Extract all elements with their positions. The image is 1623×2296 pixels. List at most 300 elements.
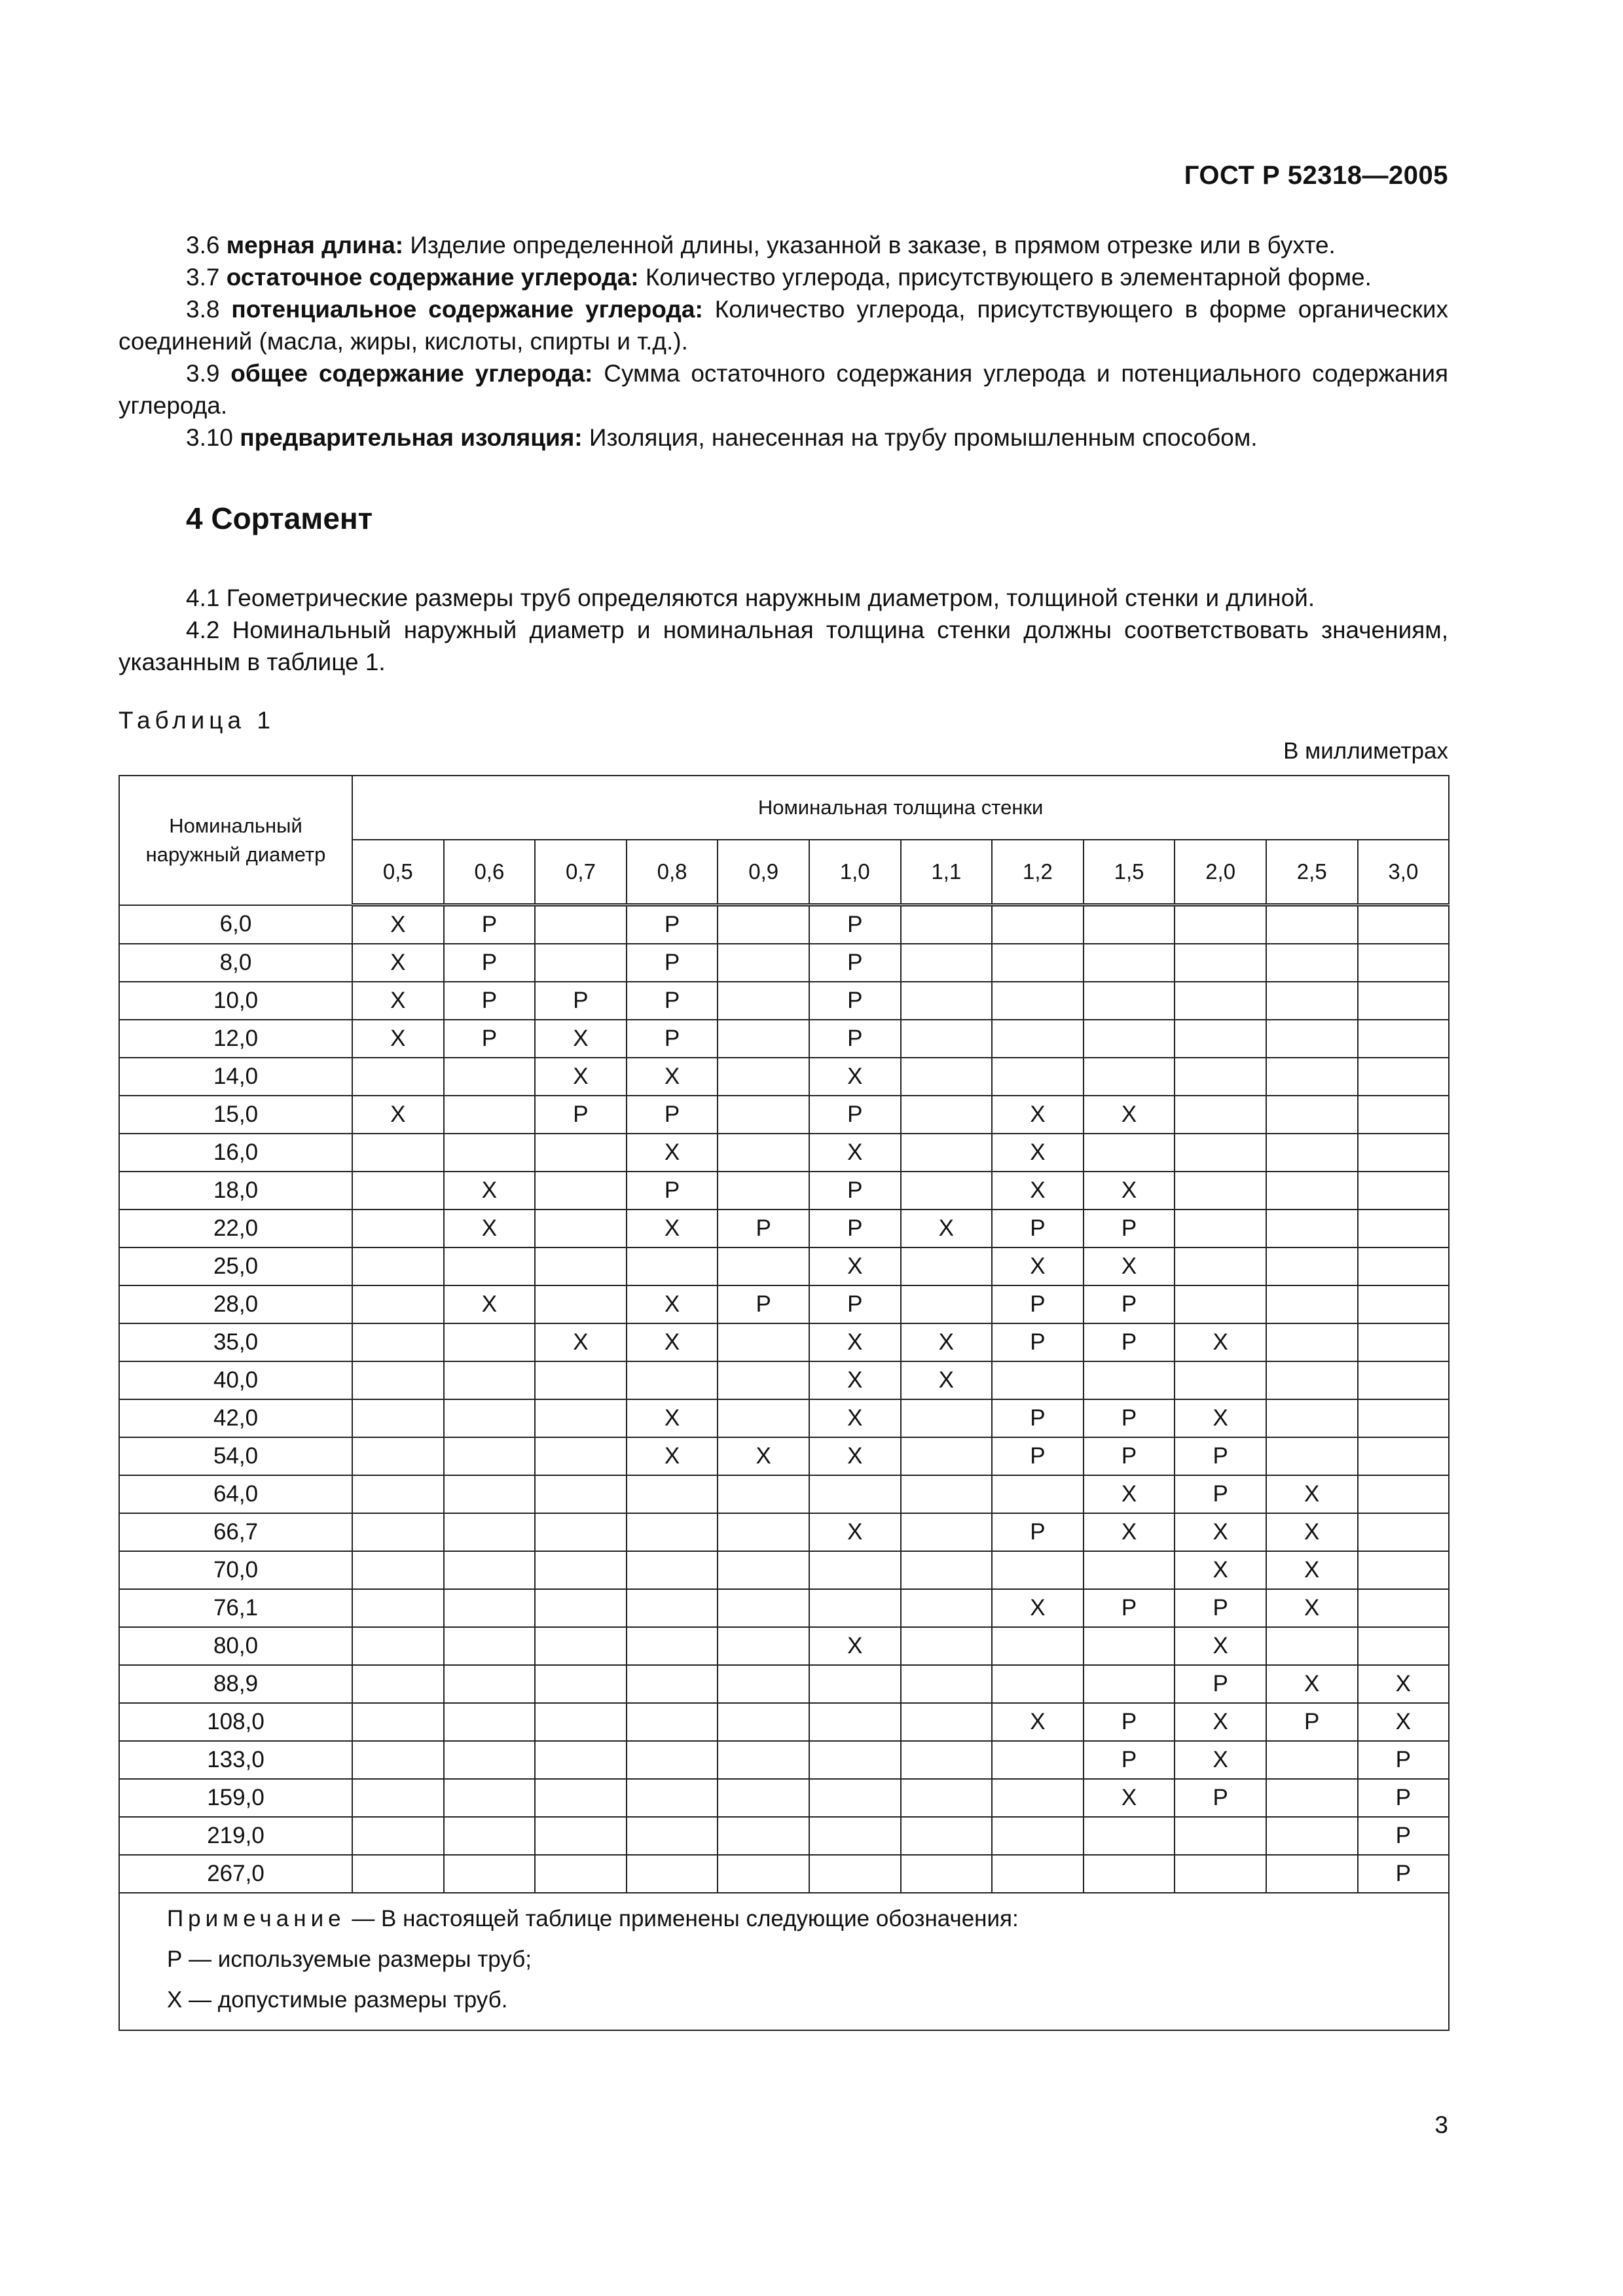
term-paragraph — [119, 261, 1448, 293]
size-mark-cell — [718, 1247, 809, 1285]
size-mark-cell — [535, 1285, 627, 1323]
size-mark-cell — [1084, 1817, 1175, 1855]
size-mark-cell — [992, 944, 1084, 982]
size-mark-cell — [1358, 1096, 1450, 1134]
size-mark-cell — [627, 1779, 718, 1817]
note-intro-line — [167, 1899, 1448, 1939]
size-mark-cell: Р — [1266, 1703, 1358, 1741]
size-mark-cell — [352, 1703, 444, 1741]
size-mark-cell: Х — [627, 1210, 718, 1247]
size-mark-cell — [352, 1551, 444, 1589]
size-mark-cell — [1084, 1058, 1175, 1096]
term-definition: Изделие определенной длины, указанной в заказе, в прямом отрезке или в бухте. — [403, 232, 1336, 259]
table-units: В миллиметрах — [1283, 738, 1448, 764]
size-mark-cell: Р — [992, 1437, 1084, 1475]
size-mark-cell — [1175, 1210, 1266, 1247]
thickness-column-header: 0,9 — [718, 840, 809, 905]
size-mark-cell — [809, 1551, 901, 1589]
size-mark-cell: Х — [1175, 1627, 1266, 1665]
size-mark-cell — [1358, 1551, 1450, 1589]
size-mark-cell: Х — [901, 1323, 993, 1361]
diameter-cell: 16,0 — [119, 1134, 352, 1172]
size-mark-cell — [901, 1779, 993, 1817]
size-mark-cell — [1084, 944, 1175, 982]
size-mark-cell — [901, 1020, 993, 1058]
size-mark-cell — [718, 944, 809, 982]
diameter-cell: 28,0 — [119, 1285, 352, 1323]
size-mark-cell: Р — [444, 944, 536, 982]
table-row — [119, 1551, 1449, 1589]
size-mark-cell — [718, 1779, 809, 1817]
size-mark-cell — [718, 1665, 809, 1703]
size-mark-cell — [352, 1627, 444, 1665]
size-mark-cell: Х — [1175, 1703, 1266, 1741]
section-paragraphs — [119, 543, 1448, 678]
table-row — [119, 1096, 1449, 1134]
size-mark-cell: Р — [627, 982, 718, 1020]
table-row — [119, 1627, 1449, 1665]
size-mark-cell — [992, 1741, 1084, 1779]
size-mark-cell — [1266, 1096, 1358, 1134]
size-mark-cell — [352, 1285, 444, 1323]
size-mark-cell — [809, 1703, 901, 1741]
table-caption: Таблица 1 — [119, 707, 275, 734]
size-mark-cell — [1175, 944, 1266, 982]
size-mark-cell — [352, 1058, 444, 1096]
diameter-cell: 88,9 — [119, 1665, 352, 1703]
size-mark-cell: Р — [627, 1096, 718, 1134]
size-mark-cell — [1266, 1058, 1358, 1096]
note-label: Примечание — [167, 1906, 346, 1931]
size-mark-cell — [1358, 1361, 1450, 1399]
table-row — [119, 1323, 1449, 1361]
term-number: 3.8 — [186, 296, 220, 323]
table-row — [119, 1513, 1449, 1551]
size-mark-cell: Х — [992, 1172, 1084, 1210]
size-mark-cell — [992, 1817, 1084, 1855]
size-mark-cell — [1084, 1551, 1175, 1589]
size-mark-cell — [1266, 1323, 1358, 1361]
size-mark-cell — [444, 1399, 536, 1437]
size-mark-cell — [1358, 1323, 1450, 1361]
size-mark-cell — [901, 1703, 993, 1741]
size-mark-cell — [718, 1551, 809, 1589]
size-mark-cell — [535, 1247, 627, 1285]
table-row — [119, 1134, 1449, 1172]
size-mark-cell: Х — [444, 1172, 536, 1210]
size-mark-cell: Р — [809, 1172, 901, 1210]
size-mark-cell — [992, 982, 1084, 1020]
diameter-cell: 14,0 — [119, 1058, 352, 1096]
size-mark-cell — [809, 1665, 901, 1703]
size-mark-cell — [535, 1817, 627, 1855]
paragraph-number: 4.1 — [186, 584, 220, 611]
size-mark-cell: Р — [535, 1096, 627, 1134]
size-mark-cell: Х — [901, 1361, 993, 1399]
size-mark-cell — [1266, 1361, 1358, 1399]
size-mark-cell — [901, 1172, 993, 1210]
size-mark-cell — [1175, 1134, 1266, 1172]
size-mark-cell: Р — [1175, 1437, 1266, 1475]
size-mark-cell — [1266, 1020, 1358, 1058]
thickness-column-header: 3,0 — [1358, 840, 1450, 905]
size-mark-cell — [901, 1475, 993, 1513]
size-mark-cell — [444, 1855, 536, 1893]
term-definition: Изоляция, нанесенная на трубу промышленным способом. — [582, 424, 1258, 451]
size-mark-cell — [444, 1703, 536, 1741]
term-paragraph — [119, 422, 1448, 454]
size-mark-cell: Х — [809, 1399, 901, 1437]
size-mark-cell — [718, 982, 809, 1020]
diameter-cell: 18,0 — [119, 1172, 352, 1210]
size-mark-cell — [718, 1627, 809, 1665]
paragraph-text: Номинальный наружный диаметр и номинальная толщина стенки должны соответствовать значениям, указанным в таблице 1. — [119, 617, 1448, 675]
size-mark-cell — [1084, 1020, 1175, 1058]
size-mark-cell: Х — [535, 1020, 627, 1058]
size-mark-cell: Х — [535, 1058, 627, 1096]
paragraph-number: 4.2 — [186, 617, 220, 643]
size-mark-cell — [718, 1399, 809, 1437]
table-note — [119, 1893, 1449, 2030]
size-mark-cell: Х — [444, 1210, 536, 1247]
size-mark-cell: Х — [1084, 1779, 1175, 1817]
size-mark-cell — [1358, 982, 1450, 1020]
size-mark-cell: Р — [992, 1513, 1084, 1551]
size-mark-cell — [352, 1134, 444, 1172]
size-mark-cell — [627, 1589, 718, 1627]
size-mark-cell: Р — [1084, 1589, 1175, 1627]
size-mark-cell — [1266, 1855, 1358, 1893]
page-content — [119, 229, 1448, 2031]
size-mark-cell — [444, 1817, 536, 1855]
size-mark-cell — [1358, 905, 1450, 944]
size-mark-cell: Х — [1175, 1741, 1266, 1779]
size-mark-cell — [992, 1779, 1084, 1817]
size-mark-cell — [901, 1285, 993, 1323]
size-mark-cell — [535, 944, 627, 982]
size-mark-cell: Р — [809, 1020, 901, 1058]
size-mark-cell — [1266, 982, 1358, 1020]
size-mark-cell — [627, 1475, 718, 1513]
size-mark-cell — [535, 1551, 627, 1589]
size-mark-cell — [352, 1665, 444, 1703]
term-name: мерная длина: — [226, 232, 404, 259]
section-title: 4 Сортамент — [186, 501, 373, 535]
size-mark-cell: Х — [352, 944, 444, 982]
size-mark-cell — [627, 1513, 718, 1551]
size-mark-cell — [535, 1210, 627, 1247]
size-mark-cell — [1266, 905, 1358, 944]
size-mark-cell — [718, 905, 809, 944]
size-mark-cell: Х — [809, 1627, 901, 1665]
term-name: потенциальное содержание углерода: — [231, 296, 703, 323]
table-row — [119, 905, 1449, 944]
size-mark-cell — [809, 1589, 901, 1627]
note-line: Х — допустимые размеры труб. — [167, 1987, 508, 2013]
size-mark-cell — [992, 1551, 1084, 1589]
size-mark-cell — [718, 1134, 809, 1172]
size-mark-cell — [535, 1361, 627, 1399]
size-mark-cell: Х — [1084, 1172, 1175, 1210]
size-mark-cell — [901, 944, 993, 982]
diameter-cell: 133,0 — [119, 1741, 352, 1779]
table-row — [119, 944, 1449, 982]
table-row — [119, 1172, 1449, 1210]
size-mark-cell: Х — [352, 982, 444, 1020]
size-mark-cell — [809, 1817, 901, 1855]
size-mark-cell: Х — [809, 1058, 901, 1096]
diameter-cell: 159,0 — [119, 1779, 352, 1817]
table-row — [119, 1285, 1449, 1323]
size-mark-cell: Х — [1084, 1247, 1175, 1285]
table-row — [119, 1361, 1449, 1399]
note-line: Р — используемые размеры труб; — [167, 1946, 532, 1972]
size-mark-cell — [992, 1475, 1084, 1513]
thickness-column-header: 2,5 — [1266, 840, 1358, 905]
size-mark-cell — [444, 1779, 536, 1817]
size-mark-cell — [535, 1513, 627, 1551]
size-mark-cell — [809, 1475, 901, 1513]
term-paragraph — [119, 293, 1448, 357]
table-row — [119, 1589, 1449, 1627]
size-mark-cell — [1266, 1210, 1358, 1247]
size-mark-cell — [718, 1020, 809, 1058]
size-mark-cell — [1358, 1210, 1450, 1247]
size-mark-cell — [718, 1361, 809, 1399]
size-mark-cell — [352, 1855, 444, 1893]
diameter-cell: 40,0 — [119, 1361, 352, 1399]
size-mark-cell: Х — [1175, 1551, 1266, 1589]
size-mark-cell — [352, 1361, 444, 1399]
size-mark-cell: Р — [1084, 1210, 1175, 1247]
size-mark-cell — [352, 1399, 444, 1437]
size-mark-cell — [718, 1817, 809, 1855]
term-number: 3.9 — [186, 360, 220, 387]
diameter-cell: 8,0 — [119, 944, 352, 982]
size-mark-cell: Р — [1358, 1779, 1450, 1817]
size-mark-cell — [1175, 1361, 1266, 1399]
size-mark-cell: Х — [718, 1437, 809, 1475]
size-mark-cell — [1358, 1020, 1450, 1058]
size-mark-cell: Р — [627, 1020, 718, 1058]
size-mark-cell — [901, 1817, 993, 1855]
size-mark-cell — [901, 1058, 993, 1096]
diameter-cell: 10,0 — [119, 982, 352, 1020]
size-mark-cell: Х — [1266, 1665, 1358, 1703]
table-row — [119, 1703, 1449, 1741]
size-mark-cell — [901, 1134, 993, 1172]
size-mark-cell — [1358, 1399, 1450, 1437]
size-mark-cell — [901, 982, 993, 1020]
size-mark-cell: Р — [809, 944, 901, 982]
size-mark-cell — [992, 905, 1084, 944]
thickness-column-header: 2,0 — [1175, 840, 1266, 905]
size-mark-cell — [1358, 1513, 1450, 1551]
diameter-cell: 15,0 — [119, 1096, 352, 1134]
size-mark-cell — [1266, 1285, 1358, 1323]
size-mark-cell: Х — [809, 1361, 901, 1399]
term-number: 3.6 — [186, 232, 220, 259]
size-mark-cell — [444, 1741, 536, 1779]
size-mark-cell — [1358, 1134, 1450, 1172]
size-mark-cell — [1175, 1285, 1266, 1323]
size-mark-cell — [444, 1589, 536, 1627]
size-mark-cell — [1175, 1817, 1266, 1855]
thickness-column-header: 1,2 — [992, 840, 1084, 905]
size-mark-cell: Х — [901, 1210, 993, 1247]
size-mark-cell — [1358, 1589, 1450, 1627]
size-mark-cell: Р — [444, 982, 536, 1020]
size-mark-cell — [627, 1627, 718, 1665]
size-mark-cell — [535, 905, 627, 944]
size-mark-cell — [352, 1817, 444, 1855]
diameter-cell: 64,0 — [119, 1475, 352, 1513]
thickness-column-header: 1,5 — [1084, 840, 1175, 905]
size-mark-cell: Х — [1358, 1665, 1450, 1703]
size-mark-cell — [1358, 1247, 1450, 1285]
size-mark-cell — [1084, 1361, 1175, 1399]
size-mark-cell — [1266, 1247, 1358, 1285]
size-mark-cell — [1266, 1627, 1358, 1665]
size-mark-cell: Х — [1175, 1399, 1266, 1437]
term-paragraph — [119, 357, 1448, 422]
size-mark-cell — [444, 1058, 536, 1096]
size-mark-cell — [1175, 982, 1266, 1020]
size-mark-cell: Х — [809, 1513, 901, 1551]
size-mark-cell — [627, 1247, 718, 1285]
size-mark-cell — [1358, 1627, 1450, 1665]
size-mark-cell: Х — [535, 1323, 627, 1361]
body-paragraph — [119, 614, 1448, 678]
table-body — [119, 905, 1449, 2031]
standard-code: ГОСТ Р 52318—2005 — [1184, 161, 1448, 190]
size-mark-cell: Р — [992, 1285, 1084, 1323]
size-mark-cell — [1358, 1475, 1450, 1513]
size-mark-cell: Р — [1084, 1323, 1175, 1361]
size-mark-cell — [901, 1589, 993, 1627]
size-mark-cell: Х — [992, 1096, 1084, 1134]
size-mark-cell — [444, 1551, 536, 1589]
size-mark-cell: Х — [992, 1134, 1084, 1172]
size-mark-cell — [992, 1361, 1084, 1399]
diameter-cell: 6,0 — [119, 905, 352, 944]
size-mark-cell — [1175, 1172, 1266, 1210]
size-mark-cell: Р — [1358, 1855, 1450, 1893]
size-mark-cell: Р — [1175, 1475, 1266, 1513]
thickness-column-header: 1,0 — [809, 840, 901, 905]
size-mark-cell — [718, 1589, 809, 1627]
size-mark-cell: Р — [444, 1020, 536, 1058]
size-mark-cell: Р — [809, 982, 901, 1020]
table-row — [119, 1475, 1449, 1513]
size-mark-cell: Р — [718, 1285, 809, 1323]
diameter-cell: 70,0 — [119, 1551, 352, 1589]
size-mark-cell — [809, 1741, 901, 1779]
size-mark-cell: Р — [1175, 1779, 1266, 1817]
table-row — [119, 1741, 1449, 1779]
size-mark-cell — [627, 1817, 718, 1855]
terms-list — [119, 229, 1448, 454]
size-mark-cell — [535, 1589, 627, 1627]
size-mark-cell: Р — [1084, 1703, 1175, 1741]
size-mark-cell — [718, 1475, 809, 1513]
size-mark-cell — [992, 1665, 1084, 1703]
size-mark-cell — [535, 1134, 627, 1172]
size-mark-cell: Р — [1084, 1437, 1175, 1475]
size-mark-cell: Р — [444, 905, 536, 944]
table-row — [119, 1247, 1449, 1285]
term-number: 3.7 — [186, 264, 220, 291]
size-mark-cell: Х — [1084, 1513, 1175, 1551]
size-mark-cell: Х — [1175, 1513, 1266, 1551]
size-mark-cell — [444, 1665, 536, 1703]
size-mark-cell — [627, 1361, 718, 1399]
size-mark-cell — [627, 1741, 718, 1779]
size-mark-cell — [1266, 1134, 1358, 1172]
size-mark-cell — [627, 1665, 718, 1703]
diameter-cell: 12,0 — [119, 1020, 352, 1058]
term-definition: Количество углерода, присутствующего в элементарной форме. — [638, 264, 1372, 291]
table-row — [119, 1210, 1449, 1247]
size-mark-cell: Р — [809, 1096, 901, 1134]
size-mark-cell — [535, 1399, 627, 1437]
size-mark-cell: Х — [627, 1134, 718, 1172]
term-name: предварительная изоляция: — [240, 424, 583, 451]
size-mark-cell — [352, 1741, 444, 1779]
size-mark-cell — [901, 1437, 993, 1475]
size-mark-cell — [1084, 982, 1175, 1020]
size-mark-cell — [1175, 1247, 1266, 1285]
size-mark-cell: Р — [1175, 1665, 1266, 1703]
table-row — [119, 1437, 1449, 1475]
size-mark-cell — [1266, 1399, 1358, 1437]
size-mark-cell — [718, 1855, 809, 1893]
size-mark-cell: Х — [1266, 1475, 1358, 1513]
size-mark-cell — [1084, 1627, 1175, 1665]
size-mark-cell — [352, 1437, 444, 1475]
pipe-size-table — [119, 775, 1450, 2031]
size-mark-cell: Р — [809, 1210, 901, 1247]
size-mark-cell — [1175, 1058, 1266, 1096]
size-mark-cell: Р — [627, 944, 718, 982]
thickness-header: Номинальная толщина стенки — [352, 776, 1449, 840]
size-mark-cell: Р — [809, 905, 901, 944]
table-note-row — [119, 1893, 1449, 2030]
size-mark-cell — [352, 1210, 444, 1247]
diameter-header: Номинальный наружный диаметр — [119, 776, 352, 905]
size-mark-cell — [627, 1703, 718, 1741]
size-mark-cell: Х — [809, 1323, 901, 1361]
size-mark-cell — [1266, 944, 1358, 982]
diameter-cell: 35,0 — [119, 1323, 352, 1361]
size-mark-cell — [901, 1665, 993, 1703]
size-mark-cell: Р — [809, 1285, 901, 1323]
size-mark-cell: Х — [627, 1437, 718, 1475]
size-mark-cell — [352, 1475, 444, 1513]
term-name: общее содержание углерода: — [230, 360, 593, 387]
size-mark-cell — [352, 1589, 444, 1627]
size-mark-cell — [1358, 1058, 1450, 1096]
size-mark-cell — [718, 1703, 809, 1741]
page-number: 3 — [1434, 2111, 1448, 2138]
table-row — [119, 1399, 1449, 1437]
size-mark-cell — [901, 1855, 993, 1893]
size-mark-cell — [1084, 1855, 1175, 1893]
size-mark-cell — [1358, 944, 1450, 982]
size-mark-cell: Х — [1358, 1703, 1450, 1741]
size-mark-cell — [718, 1323, 809, 1361]
size-mark-cell: Р — [992, 1210, 1084, 1247]
